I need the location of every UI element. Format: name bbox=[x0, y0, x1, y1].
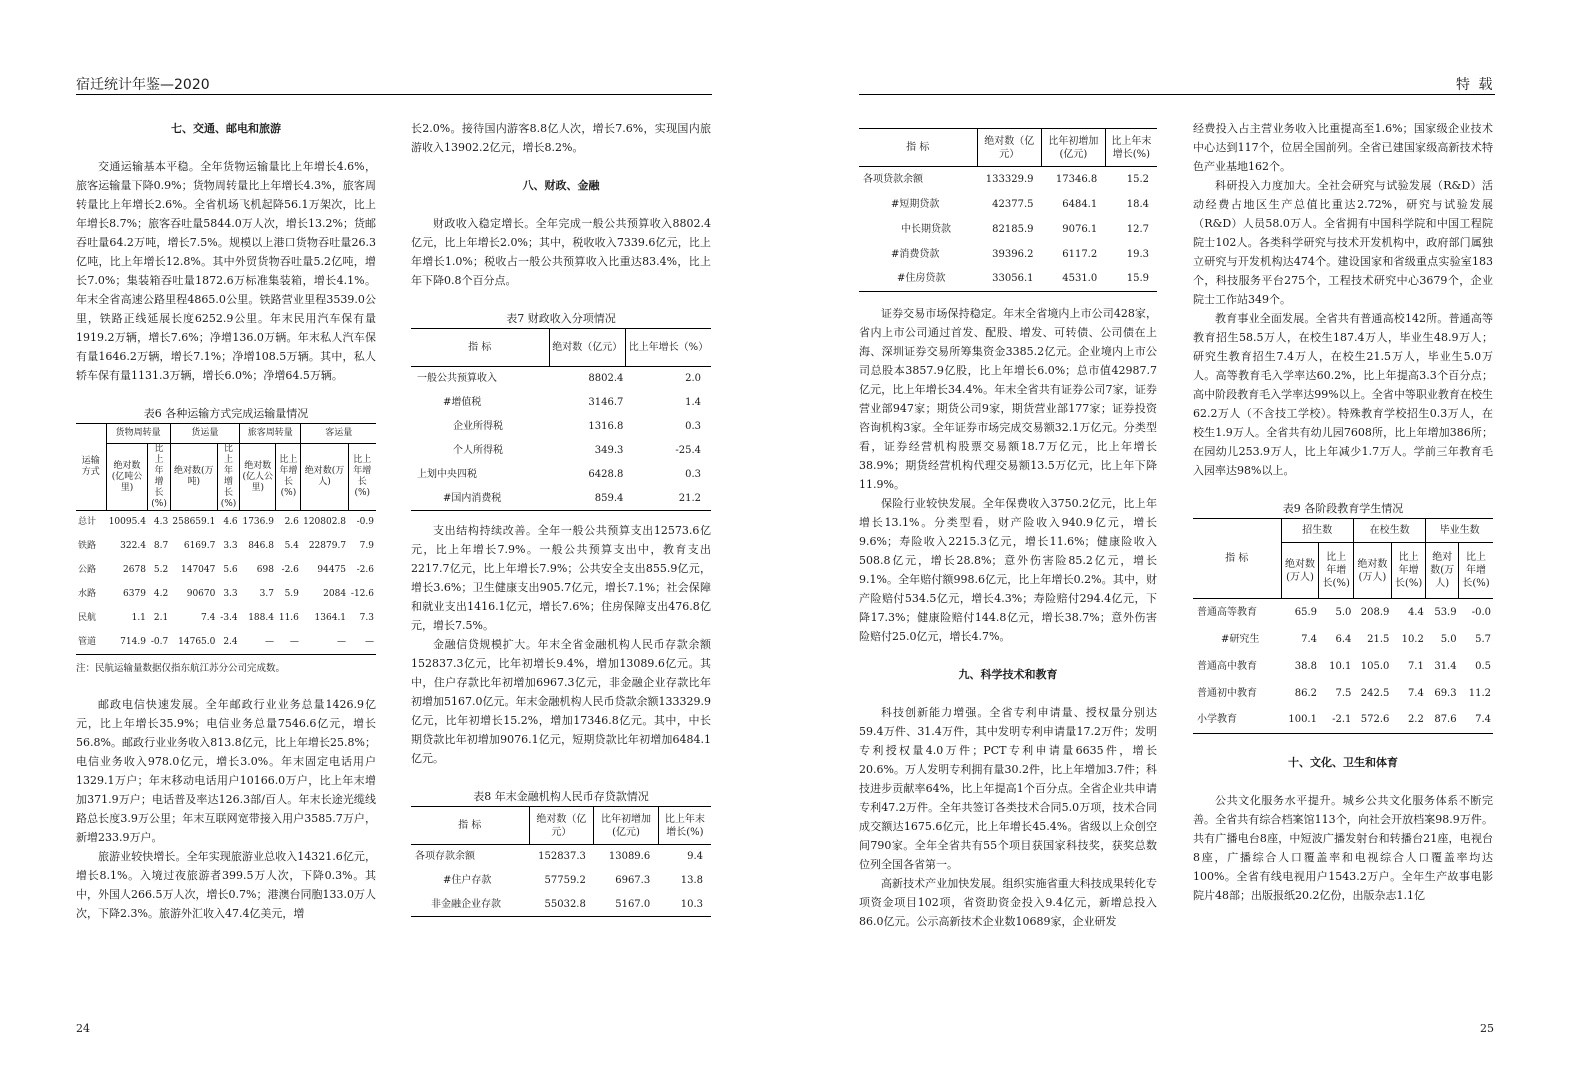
table-cell: 38.8 bbox=[1294, 660, 1317, 672]
table-cell: 698 bbox=[256, 565, 274, 575]
paragraph-insurance: 保险行业较快发展。全年保费收入3750.2亿元，比上年增长13.1%。分类型看，财产险收入940.9亿元，增长9.6%；寿险收入2215.3亿元，增长11.6%；健康险收入508.8亿元，增长28.8%；意外伤害险85.2亿元，增长9.1%。全年赔付额998.6亿元，比上年增长0.2%。其中，财产险赔付534.5亿元，增长4.3%；寿险赔付294.4亿元，下降17.3%；健康险赔付144.8亿元，增长38.7%；意外伤害险赔付25.0亿元，增长4.7%。 bbox=[859, 497, 1157, 643]
section-title: 特 载 bbox=[1456, 77, 1495, 93]
column-4 bbox=[1193, 119, 1493, 905]
paragraph-culture: 公共文化服务水平提升。城乡公共文化服务体系不断完善。全省共有综合档案馆113个，向社会开放档案98.9万件。共有广播电台8座，中短波广播发射台和转播台21座，电视台8座，广播综合人口覆盖率和电视综合人口覆盖率均达100%。全省有线电视用户1543.2万户。全年生产故事电影院片48部；出版报纸20.2亿份，出版杂志1.1亿 bbox=[1193, 794, 1493, 902]
table-cell: 上划中央四税 bbox=[417, 469, 477, 480]
header-rule-right bbox=[859, 94, 1495, 95]
table-cell: 7.3 bbox=[359, 613, 374, 623]
table-cell: -3.4 bbox=[220, 613, 238, 623]
table-cell: 33056.1 bbox=[992, 273, 1034, 285]
table-cell: 各项贷款余额 bbox=[863, 173, 923, 185]
table-row bbox=[859, 192, 1157, 217]
t9-sub-growth: 比上年增长(%) bbox=[1462, 552, 1490, 589]
paragraph-education: 教育事业全面发展。全省共有普通高校142所。普通高等教育招生58.5万人，在校生187.4万人，毕业生48.9万人；研究生教育招生7.4万人，在校生21.5万人，毕业生5.0万人。高等教育毛入学率达60.2%，比上年提高3.3个百分点；高中阶段教育毛入学率达99%以上。全省中等职业教育在校生62.2万人（不含技工学校）。特殊教育学校招生0.3万人，在校生1.9万人。全省共有幼儿园7608所，比上年增加386所；在园幼儿253.9万人，比上年减少1.7万人。学前三年教育毛入园率达98%以上。 bbox=[1193, 312, 1493, 477]
t6-sub-4a: 绝对数(万人) bbox=[301, 444, 348, 511]
table-cell: 5.0 bbox=[1335, 606, 1352, 618]
table-cell: 65.9 bbox=[1294, 606, 1317, 618]
table-cell: -0.7 bbox=[150, 636, 169, 647]
paragraph-tourism-cont: 长2.0%。接待国内游客8.8亿人次，增长7.6%，实现国内旅游收入13902.2亿元，增长8.2%。 bbox=[411, 122, 711, 154]
table-cell: 6169.7 bbox=[183, 541, 216, 551]
t9-header-indicator: 指 标 bbox=[1193, 519, 1281, 599]
t7-header-growth: 比上年增长（%） bbox=[628, 342, 709, 353]
table-cell: 0.3 bbox=[685, 421, 701, 432]
table-cell: 一般公共预算收入 bbox=[417, 373, 497, 385]
table-cell: 6.4 bbox=[1335, 633, 1352, 645]
table-cell: 90670 bbox=[186, 589, 216, 599]
paragraph-research: 科研投入力度加大。全社会研究与试验发展（R&D）活动经费占地区生产总值比重达2.72%，研究与试验发展（R&D）人员58.0万人。全省拥有中国科学院和中国工程院院士102人。各类科学研究与技术开发机构中，政府部门属独立研究与开发机构达474个。建设国家和省级重点实验室183个，科技服务平台275个，工程技术研究中心3679个，企业院士工作站349个。 bbox=[1193, 179, 1493, 306]
table-cell: 2.4 bbox=[223, 636, 238, 647]
table-row bbox=[76, 607, 376, 631]
table-cell: 4.3 bbox=[153, 517, 169, 528]
table-cell: 152837.3 bbox=[538, 851, 586, 863]
table-cell: 3.3 bbox=[223, 541, 238, 551]
paragraph-innovation: 科技创新能力增强。全省专利申请量、授权量分别达59.4万件、31.4万件，其中发明专利申请量17.2万件；发明专利授权量4.0万件；PCT专利申请量6635件，增长20.6%。万人发明专利拥有量30.2件，比上年增加3.7件；科技进步贡献率64%，比上年提高1个百分点。全省企业共申请专利47.2万件。全年共签订各类技术合同5.0万项，技术合同成交额达1675.6亿元，比上年增长45.4%。省级以上众创空间790家。全年全省共有55个项目获国家科技奖，获奖总数位列全国各省第一。 bbox=[859, 706, 1157, 871]
paragraph-hightech: 高新技术产业加快发展。组织实施省重大科技成果转化专项资金项目102项，省资助资金投入9.4亿元，新增总投入86.0亿元。公示高新技术企业数10689家，企业研发 bbox=[859, 877, 1157, 928]
table-cell: 2.0 bbox=[685, 373, 701, 385]
paragraph-fiscal-revenue: 财政收入稳定增长。全年完成一般公共预算收入8802.4亿元，比上年增长2.0%；其中，税收收入7339.6亿元，比上年增长1.0%；税收占一般公共预算收入比重达83.4%，比上年下降0.8个百分点。 bbox=[411, 217, 711, 287]
table-cell: 10.3 bbox=[680, 898, 703, 910]
table-cell: 6484.1 bbox=[1062, 198, 1098, 210]
table-cell: 11.2 bbox=[1468, 687, 1491, 699]
table-row bbox=[411, 893, 711, 917]
table-cell: 120802.8 bbox=[303, 517, 347, 528]
table-cell: 100.1 bbox=[1288, 714, 1317, 726]
column-2 bbox=[411, 119, 711, 917]
table-cell: 0.5 bbox=[1475, 660, 1491, 672]
table-cell: 714.9 bbox=[120, 636, 146, 647]
t9-sub-growth: 比上年增长(%) bbox=[1391, 543, 1425, 599]
table-cell: 7.4 bbox=[1407, 687, 1424, 699]
t8c-header-abs: 绝对数（亿元） bbox=[977, 129, 1042, 167]
table-cell: 322.4 bbox=[120, 541, 146, 551]
table-cell: 5.7 bbox=[1475, 633, 1491, 645]
table-cell: — bbox=[365, 636, 374, 647]
t9-group-graduate: 毕业生数 bbox=[1426, 519, 1493, 543]
table-cell: #国内消费税 bbox=[443, 492, 502, 504]
table-cell: 846.8 bbox=[248, 541, 274, 551]
table-cell: 企业所得税 bbox=[453, 421, 503, 432]
table-cell: 水路 bbox=[78, 589, 97, 599]
table-cell: 普通初中教育 bbox=[1197, 687, 1257, 699]
table-cell: 普通高中教育 bbox=[1197, 660, 1257, 672]
table-cell: 各项存款余额 bbox=[415, 851, 475, 863]
table-cell: 3.7 bbox=[259, 589, 274, 599]
table-cell: 5167.0 bbox=[615, 898, 651, 910]
table-row bbox=[411, 463, 711, 487]
table-cell: 公路 bbox=[78, 565, 97, 575]
table-cell: 105.0 bbox=[1360, 660, 1390, 672]
t6-sub-2a: 绝对数(万吨) bbox=[170, 444, 217, 511]
table-cell: 7.4 bbox=[1475, 714, 1491, 726]
table8 bbox=[411, 806, 711, 917]
table-row bbox=[1193, 680, 1493, 707]
t9-sub-abs: 绝对数(万人) bbox=[1353, 543, 1391, 599]
t8-header-indicator: 指 标 bbox=[411, 807, 529, 845]
t7-header-abs: 绝对数（亿元） bbox=[549, 329, 625, 367]
table-cell: 1736.9 bbox=[242, 517, 274, 528]
table-cell: — bbox=[337, 636, 347, 647]
table-cell: 57759.2 bbox=[544, 875, 586, 886]
table-cell: 7.9 bbox=[359, 541, 374, 551]
table6-caption: 表6 各种运输方式完成运输量情况 bbox=[143, 407, 309, 420]
table-cell: 10095.4 bbox=[108, 517, 146, 528]
t6-sub-1b: 比上年增长(%) bbox=[148, 444, 170, 511]
t6-sub-4b: 比上年增长(%) bbox=[353, 455, 372, 498]
table-cell: 5.0 bbox=[1440, 633, 1457, 645]
table-cell: 19.3 bbox=[1126, 248, 1149, 260]
table-cell: 1316.8 bbox=[588, 421, 624, 432]
table-row bbox=[411, 367, 711, 391]
table-cell: 5.6 bbox=[223, 565, 238, 575]
column-1 bbox=[76, 119, 376, 923]
table-cell: 管道 bbox=[78, 636, 97, 647]
table-row bbox=[1193, 653, 1493, 680]
column-3 bbox=[859, 128, 1157, 931]
page-number-right: 25 bbox=[1480, 1022, 1494, 1035]
t8c-header-growth: 比上年末增长(%) bbox=[1111, 135, 1152, 160]
t8-header-increase: 比年初增加(亿元) bbox=[594, 807, 658, 845]
table-row bbox=[411, 845, 711, 869]
table-row bbox=[1193, 707, 1493, 734]
table-cell: 2678 bbox=[123, 565, 146, 575]
table-cell: 258659.1 bbox=[172, 517, 216, 528]
table-cell: 总计 bbox=[78, 517, 97, 528]
table-cell: -2.1 bbox=[1332, 714, 1352, 726]
table-cell: 5.2 bbox=[153, 565, 169, 575]
paragraph-transport: 交通运输基本平稳。全年货物运输量比上年增长4.6%，旅客运输量下降0.9%；货物周转量比上年增长4.3%，旅客周转量比上年增长2.6%。全省机场飞机起降56.1万架次，比上年增长8.7%；旅客吞吐量5844.0万人次，增长13.2%；货邮吞吐量64.2万吨，增长7.5%。规模以上港口货物吞吐量26.3亿吨，比上年增长12.8%。其中外贸货物吞吐量5.2亿吨，增长7.0%；集装箱吞吐量1872.6万标准集装箱，增长4.1%。年末全省高速公路里程4865.0公里。铁路营业里程3539.0公里，铁路正线延展长度6252.9公里。年末民用汽车保有量1919.2万辆，增长7.6%；净增136.0万辆。年末私人汽车保有量1646.2万辆，增长7.1%；净增108.5万辆。其中，私人轿车保有量1131.3万辆，增长6.0%；净增64.5万辆。 bbox=[76, 160, 376, 382]
table-cell: 个人所得税 bbox=[453, 445, 503, 456]
table-cell: 22879.7 bbox=[308, 541, 347, 551]
table-cell: #短期贷款 bbox=[891, 198, 940, 210]
table-cell: 42377.5 bbox=[992, 198, 1034, 210]
table-cell: 12.7 bbox=[1126, 223, 1149, 235]
t7-header-indicator: 指 标 bbox=[411, 329, 549, 367]
table-cell: 21.5 bbox=[1367, 633, 1390, 645]
table-cell: 9.4 bbox=[687, 851, 703, 863]
table-cell: 15.2 bbox=[1126, 173, 1149, 185]
table-cell: 6379 bbox=[123, 589, 146, 599]
table-cell: #研究生 bbox=[1221, 633, 1260, 645]
t6-group-1: 货物周转量 bbox=[106, 424, 170, 444]
section-heading-7: 七、交通、邮电和旅游 bbox=[171, 122, 281, 135]
section-heading-9: 九、科学技术和教育 bbox=[958, 668, 1058, 681]
table-cell: 6117.2 bbox=[1062, 248, 1098, 260]
table-cell: 4.2 bbox=[153, 589, 169, 599]
table6 bbox=[76, 423, 376, 655]
table-cell: 3.3 bbox=[223, 589, 238, 599]
section-heading-10: 十、文化、卫生和体育 bbox=[1288, 756, 1398, 769]
table-cell: 39396.2 bbox=[992, 248, 1034, 260]
section-heading-8: 八、财政、金融 bbox=[522, 179, 600, 192]
table-cell: 8.7 bbox=[153, 541, 169, 551]
table-cell: — bbox=[264, 636, 274, 647]
table-cell: 87.6 bbox=[1434, 714, 1457, 726]
table-row bbox=[1193, 626, 1493, 653]
table-cell: 4531.0 bbox=[1062, 273, 1098, 285]
table-row bbox=[1193, 599, 1493, 626]
t6-sub-3a: 绝对数(亿人公里) bbox=[240, 444, 276, 511]
table-cell: 民航 bbox=[78, 613, 97, 623]
t8-header-abs: 绝对数（亿元） bbox=[529, 807, 594, 845]
table7 bbox=[411, 328, 711, 511]
table-row bbox=[859, 267, 1157, 292]
table-cell: -12.6 bbox=[350, 589, 374, 599]
table-cell: 55032.8 bbox=[544, 898, 586, 910]
table-row bbox=[411, 439, 711, 463]
table-cell: 非金融企业存款 bbox=[431, 898, 501, 910]
t6-group-2: 货运量 bbox=[170, 424, 239, 444]
table-cell: 31.4 bbox=[1434, 660, 1457, 672]
table-cell: 4.6 bbox=[223, 517, 238, 528]
table-cell: 7.4 bbox=[1301, 633, 1317, 645]
table-cell: 6428.8 bbox=[588, 469, 624, 480]
table-cell: -25.4 bbox=[675, 445, 701, 456]
paragraph-expenditure: 支出结构持续改善。全年一般公共预算支出12573.6亿元，比上年增长7.9%。一般公共预算支出中，教育支出2217.7亿元，比上年增长7.9%；公共安全支出855.9亿元，增长3.6%；卫生健康支出905.7亿元，增长7.1%；社会保障和就业支出1416.1亿元，增长7.6%；住房保障支出476.8亿元，增长7.5%。 bbox=[411, 524, 711, 632]
table-cell: 7.5 bbox=[1335, 687, 1352, 699]
paragraph-hightech-cont: 经费投入占主营业务收入比重提高至1.6%；国家级企业技术中心达到117个，位居全国前列。全省已建国家级高新技术特色产业基地162个。 bbox=[1193, 122, 1493, 173]
table-row bbox=[76, 535, 376, 559]
table-cell: 6967.3 bbox=[615, 875, 651, 886]
table-cell: 133329.9 bbox=[985, 173, 1034, 185]
table-cell: 147047 bbox=[181, 565, 216, 575]
table-cell: 8802.4 bbox=[588, 373, 624, 385]
table-cell: 2.2 bbox=[1407, 714, 1424, 726]
t9-group-enroll: 招生数 bbox=[1281, 519, 1353, 543]
table-cell: -2.6 bbox=[281, 565, 299, 575]
table-cell: 2084 bbox=[323, 589, 347, 599]
table-cell: #住户存款 bbox=[443, 875, 492, 886]
table-row bbox=[859, 217, 1157, 242]
table-cell: — bbox=[289, 636, 299, 647]
table-cell: 2.1 bbox=[153, 613, 169, 623]
t9-sub-abs: 绝对数(万人) bbox=[1281, 543, 1319, 599]
table-cell: 859.4 bbox=[594, 492, 624, 504]
table-cell: -2.6 bbox=[356, 565, 374, 575]
table-cell: #消费贷款 bbox=[891, 248, 940, 260]
table-cell: 15.9 bbox=[1126, 273, 1149, 285]
table-cell: 5.4 bbox=[284, 541, 299, 551]
table-cell: 0.3 bbox=[685, 469, 701, 480]
table9-caption: 表9 各阶段教育学生情况 bbox=[1282, 502, 1404, 515]
t6-group-3: 旅客周转量 bbox=[240, 424, 301, 444]
table-row bbox=[859, 242, 1157, 267]
table-cell: 小学教育 bbox=[1197, 714, 1237, 726]
t6-group-4: 客运量 bbox=[301, 424, 376, 444]
table-cell: 3146.7 bbox=[588, 397, 624, 408]
table-cell: 242.5 bbox=[1360, 687, 1390, 699]
table-cell: 1.1 bbox=[131, 613, 146, 623]
page-number-left: 24 bbox=[76, 1022, 90, 1035]
table-cell: 82185.9 bbox=[992, 223, 1034, 235]
table-cell: 铁路 bbox=[78, 541, 97, 551]
t8-header-growth: 比上年末增长(%) bbox=[664, 813, 705, 838]
table-row bbox=[76, 559, 376, 583]
paragraph-tourism: 旅游业较快增长。全年实现旅游业总收入14321.6亿元，增长8.1%。入境过夜旅游者399.5万人次，下降0.3%。其中，外国人266.5万人次，增长0.7%；港澳台同胞133.0万人次，下降2.3%。旅游外汇收入47.4亿美元，增 bbox=[76, 850, 376, 920]
table-cell: -0.9 bbox=[356, 517, 374, 528]
table-cell: 普通高等教育 bbox=[1197, 606, 1257, 618]
table-cell: 18.4 bbox=[1126, 198, 1149, 210]
book-title: 宿迁统计年鉴—2020 bbox=[76, 77, 210, 93]
table-cell: 4.4 bbox=[1407, 606, 1424, 618]
table7-caption: 表7 财政收入分项情况 bbox=[506, 312, 616, 325]
table-row bbox=[411, 391, 711, 415]
table-cell: 11.6 bbox=[278, 613, 299, 623]
table-cell: 14765.0 bbox=[178, 636, 216, 647]
table-cell: 7.4 bbox=[201, 613, 216, 623]
table-cell: 中长期贷款 bbox=[901, 223, 951, 235]
table8-caption: 表8 年末金融机构人民币存贷款情况 bbox=[473, 790, 649, 803]
table8-continued bbox=[859, 128, 1157, 292]
paragraph-finance-credit: 金融信贷规模扩大。年末全省金融机构人民币存款余额152837.3亿元，比年初增长9.4%，增加13089.6亿元。其中，住户存款比年初增加6967.3亿元，非金融企业存款比年初增加5167.0亿元。年末金融机构人民币贷款余额133329.9亿元，比年初增长15.2%，增加17346.8亿元。其中，中长期贷款比年初增加9076.1亿元，短期贷款比年初增加6484.1亿元。 bbox=[411, 638, 711, 765]
table9 bbox=[1193, 518, 1493, 734]
t9-group-instudy: 在校生数 bbox=[1353, 519, 1425, 543]
t8c-header-indicator: 指 标 bbox=[859, 129, 977, 167]
table-row bbox=[411, 415, 711, 439]
table-cell: 69.3 bbox=[1434, 687, 1457, 699]
table-cell: 17346.8 bbox=[1055, 173, 1098, 185]
table-cell: 86.2 bbox=[1294, 687, 1317, 699]
table-cell: -0.0 bbox=[1471, 606, 1491, 618]
t6-header-mode: 运输方式 bbox=[76, 424, 106, 511]
table-cell: 10.2 bbox=[1401, 633, 1424, 645]
table-row bbox=[859, 167, 1157, 192]
table-row bbox=[411, 869, 711, 893]
t9-sub-abs: 绝对数(万人) bbox=[1426, 543, 1459, 599]
table-cell: 13089.6 bbox=[608, 851, 651, 863]
table-cell: 9076.1 bbox=[1062, 223, 1098, 235]
table-cell: 94475 bbox=[317, 565, 347, 575]
table-row bbox=[76, 511, 376, 535]
table-cell: 13.8 bbox=[680, 875, 703, 886]
paragraph-post-telecom: 邮政电信快速发展。全年邮政行业业务总量1426.9亿元，比上年增长35.9%；电信业务总量7546.6亿元，增长56.8%。邮政行业业务收入813.8亿元，比上年增长25.8%；电信业务收入978.0亿元，增长3.0%。年末固定电话用户1329.1万户；年末移动电话用户10166.0万户，比上年末增加371.9万户；电话普及率达126.3部/百人。年末长途光缆线路总长度3.9万公里；年末互联网宽带接入用户3585.7万户，新增233.9万户。 bbox=[76, 698, 376, 844]
table-cell: 21.2 bbox=[678, 492, 701, 504]
table-cell: 7.1 bbox=[1407, 660, 1424, 672]
table-row bbox=[76, 583, 376, 607]
table-cell: 572.6 bbox=[1360, 714, 1390, 726]
table-cell: 5.9 bbox=[284, 589, 299, 599]
t6-sub-1a: 绝对数(亿吨公里) bbox=[106, 444, 148, 511]
table6-note: 注：民航运输量数据仅指东航江苏分公司完成数。 bbox=[76, 663, 286, 674]
paragraph-securities: 证券交易市场保持稳定。年末全省境内上市公司428家，省内上市公司通过首发、配股、增发、可转债、公司债在上海、深圳证券交易所筹集资金3385.2亿元。企业境内上市公司总股本3857.9亿股，比上年增长6.0%；总市值42987.7亿元，比上年增长34.4%。年末全省共有证券公司7家，证券营业部947家；期货公司9家，期货营业部177家；证券投资咨询机构3家。全年证券市场完成交易额32.1万亿元。分类型看，证券经营机构股票交易额18.7万亿元，比上年增长38.9%；期货经营机构代理交易额13.5万亿元，比上年下降11.9%。 bbox=[859, 307, 1157, 491]
table-cell: 10.1 bbox=[1329, 660, 1352, 672]
t6-sub-2b: 比上年增长(%) bbox=[217, 444, 239, 511]
table-cell: 349.3 bbox=[594, 445, 624, 456]
table-cell: 1364.1 bbox=[314, 613, 347, 623]
table-cell: 208.9 bbox=[1360, 606, 1390, 618]
table-cell: #住房贷款 bbox=[897, 273, 946, 285]
table-row bbox=[76, 631, 376, 655]
t8c-header-increase: 比年初增加(亿元) bbox=[1042, 129, 1106, 167]
table-cell: 2.6 bbox=[284, 517, 299, 528]
table-row bbox=[411, 487, 711, 511]
table-cell: 1.4 bbox=[685, 397, 701, 408]
t6-sub-3b: 比上年增长(%) bbox=[276, 444, 301, 511]
header-rule-left bbox=[76, 94, 712, 95]
table-cell: #增值税 bbox=[443, 397, 482, 408]
t9-sub-growth: 比上年增长(%) bbox=[1319, 543, 1353, 599]
table-cell: 188.4 bbox=[248, 613, 274, 623]
table-cell: 53.9 bbox=[1434, 606, 1457, 618]
